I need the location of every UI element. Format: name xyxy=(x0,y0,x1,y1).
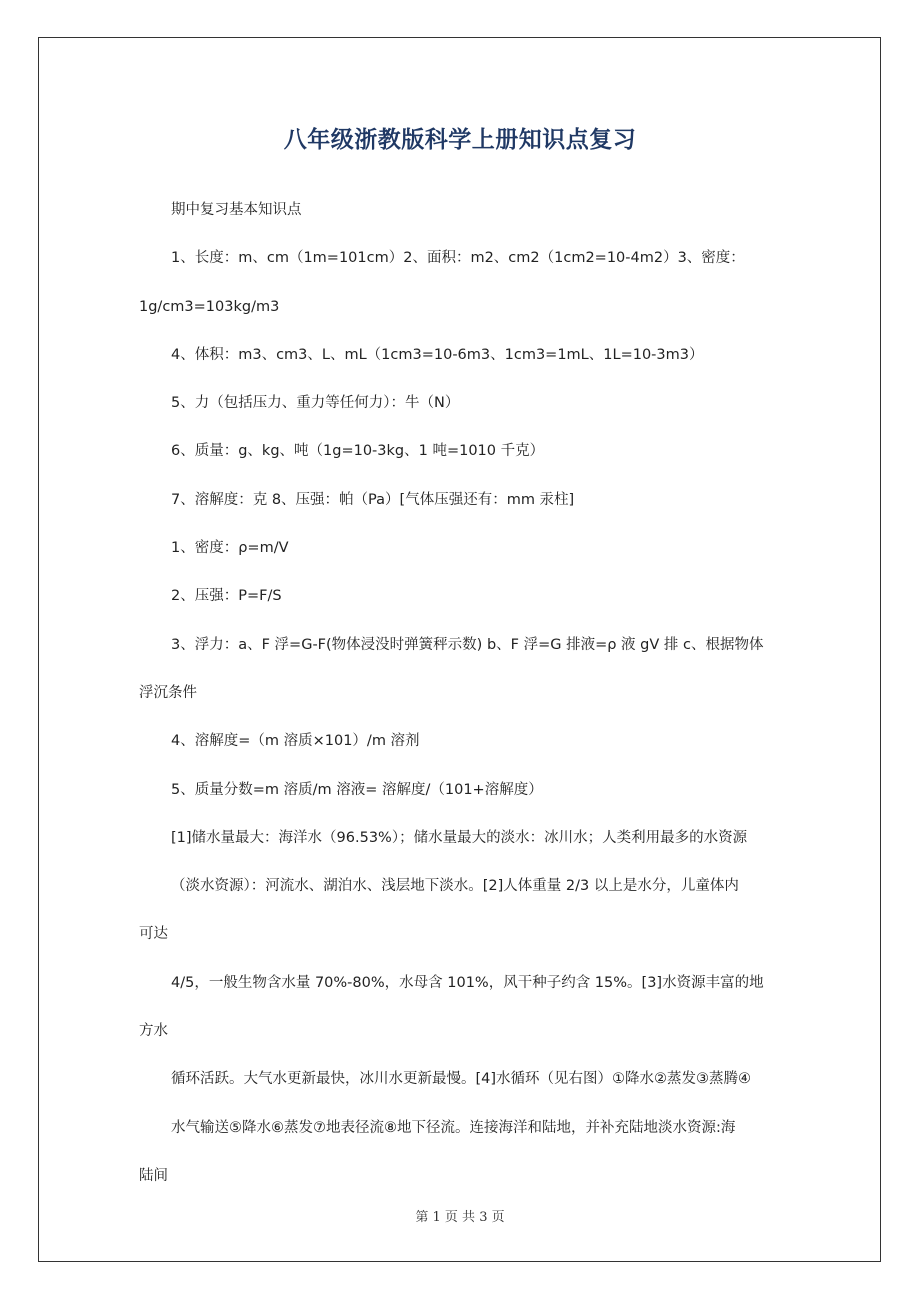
body-line-16: 可达 xyxy=(139,926,168,943)
body-line-18: 方水 xyxy=(139,1023,168,1040)
page-footer: 第 1 页 共 3 页 xyxy=(415,1210,505,1225)
body-line-9: 2、压强：P=F/S xyxy=(171,588,282,605)
body-line-10: 3、浮力：a、F 浮=G-F(物体浸没时弹簧秤示数) b、F 浮=G 排液=ρ 液 gV 排 c、根据物体 xyxy=(171,636,764,653)
body-line-17: 4/5，一般生物含水量 70%-80%，水母含 101%，风干种子约含 15%。[3]水资源丰富的地 xyxy=(171,974,764,991)
body-line-21: 陆间 xyxy=(139,1167,168,1184)
body-line-13: 5、质量分数=m 溶质/m 溶液= 溶解度/（101+溶解度） xyxy=(171,781,543,798)
body-line-19: 循环活跃。大气水更新最快，冰川水更新最慢。[4]水循环（见右图）①降水②蒸发③蒸腾④ xyxy=(171,1071,752,1088)
body-line-3: 1g/cm3=103kg/m3 xyxy=(139,298,280,315)
body-line-7: 7、溶解度：克 8、压强：帕（Pa）[气体压强还有：mm 汞柱] xyxy=(171,491,575,508)
body-line-11: 浮沉条件 xyxy=(139,684,197,701)
body-line-4: 4、体积：m3、cm3、L、mL（1cm3=10-6m3、1cm3=1mL、1L=10-3m3） xyxy=(171,346,704,363)
body-line-14: [1]储水量最大：海洋水（96.53%）；储水量最大的淡水：冰川水；人类利用最多的水资源 xyxy=(171,829,748,846)
body-line-1: 期中复习基本知识点 xyxy=(171,202,302,218)
body-line-8: 1、密度：ρ=m/V xyxy=(171,540,289,557)
body-line-15: （淡水资源）：河流水、湖泊水、浅层地下淡水。[2]人体重量 2/3 以上是水分，儿童体内 xyxy=(171,878,739,895)
body-line-20: 水气输送⑤降水⑥蒸发⑦地表径流⑧地下径流。连接海洋和陆地，并补充陆地淡水资源:海 xyxy=(171,1119,736,1136)
body-line-2: 1、长度：m、cm（1m=101cm）2、面积：m2、cm2（1cm2=10-4m2）3、密度： xyxy=(171,250,745,267)
body-line-12: 4、溶解度=（m 溶质×101）/m 溶剂 xyxy=(171,733,420,750)
document-body xyxy=(139,196,781,1210)
body-line-6: 6、质量：g、kg、吨（1g=10-3kg、1 吨=1010 千克） xyxy=(171,443,545,460)
document-title: 八年级浙教版科学上册知识点复习 xyxy=(283,127,637,153)
body-line-5: 5、力（包括压力、重力等任何力）：牛（N） xyxy=(171,395,460,412)
